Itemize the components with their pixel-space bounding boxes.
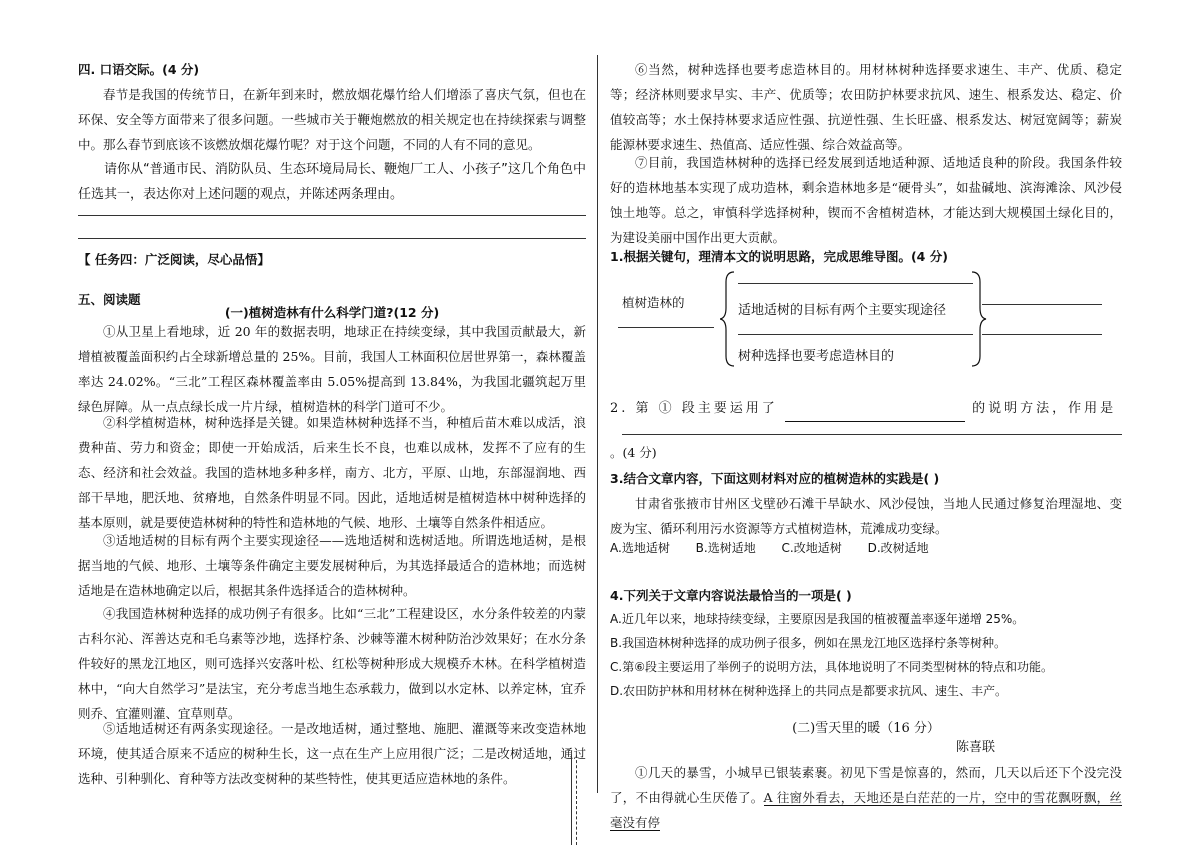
question-4: 4.下列关于文章内容说法最恰当的一项是( ) bbox=[610, 588, 852, 603]
article1-para-5: ⑤适地适树还有两条实现途径。一是改地适树，通过整地、施肥、灌溉等来改变造林地环境，使其适合原来不适应的树种生长，这一点在生产上应用很广泛；二是改树适地，通过选种、引种驯化、育种等方法改变树种的某些特性，使其更适应造林地的条件。 bbox=[78, 721, 586, 786]
article2-title: (二)雪天里的暖（16 分） bbox=[792, 721, 940, 736]
article1-para-3: ③适地适树的目标有两个主要实现途径——选地适树和选树适地。所谓选地适树，是根据当地的气候、地形、土壤等条件确定主要发展树种后，为其选择最适合的造林地；而选树适地是在造林地确定以后，根据其条件选择适合的造林树种。 bbox=[78, 533, 586, 598]
question-4-option-c[interactable]: C.第⑥段主要运用了举例子的说明方法，具体地说明了不同类型树林的特点和功能。 bbox=[610, 660, 1053, 674]
mind-map-root: 植树造林的 bbox=[622, 295, 685, 310]
article2-para-1-text: ①几天的暴雪，小城早已银装素裹。初见下雪是惊喜的，然而，几天以后还下个没完没了，不由得就心生厌倦了。 bbox=[610, 765, 1122, 805]
mind-map-root-blank[interactable] bbox=[618, 327, 714, 328]
section4-paragraph-2: 请你从“普通市民、消防队员、生态环境局局长、鞭炮厂工人、小孩子”这几个角色中任选其一，表达你对上述问题的观点，并陈述两条理由。 bbox=[78, 162, 586, 202]
question-3-option-d[interactable]: D.改树适地 bbox=[867, 541, 929, 555]
question-3: 3.结合文章内容，下面这则材料对应的植树造林的实践是( ) bbox=[610, 471, 940, 486]
article2-author: 陈喜联 bbox=[956, 740, 996, 755]
mind-map-branch-mid-blank[interactable] bbox=[738, 334, 973, 335]
mind-map-branch-2: 树种选择也要考虑造林目的 bbox=[738, 349, 895, 364]
question-2-score: 。(4 分) bbox=[610, 445, 657, 460]
mind-map-branch-1: 适地适树的目标有两个主要实现途径 bbox=[738, 303, 947, 318]
question-4-option-a[interactable]: A.近几年以来，地球持续变绿，主要原因是我国的植被覆盖率逐年递增 25%。 bbox=[610, 612, 1025, 626]
question-1: 1.根据关键句，理清本文的说明思路，完成思维导图。(4 分) bbox=[610, 249, 948, 264]
question-3-material: 甘肃省张掖市甘州区戈壁砂石滩干旱缺水、风沙侵蚀，当地人民通过修复治理湿地、变废为宝、循环利用污水资源等方式植树造林，荒滩成功变绿。 bbox=[610, 496, 1122, 536]
task4-heading: 【 任务四：广泛阅读，尽心品悟】 bbox=[78, 252, 270, 267]
question-4-option-d[interactable]: D.农田防护林和用材林在树种选择上的共同点是都要求抗风、速生、丰产。 bbox=[610, 684, 1008, 698]
article1-para-2: ②科学植树造林，树种选择是关键。如果造林树种选择不当，种植后苗木难以成活，浪费种苗、劳力和资金；即使一开始成活，后来生长不良，也难以成林，发挥不了应有的生态、经济和社会效益。我国的造林地多种多样，南方、北方，平原、山地，东部湿润地、西部干旱地，肥沃地、贫瘠地，自然条件明显不同。因此，适地适树是植树造林中树种选择的基本原则，就是要使造林树种的特性和造林地的气候、地形、土壤等自然条件相适应。 bbox=[78, 415, 586, 530]
section4-title: 四. 口语交际。(4 分) bbox=[78, 62, 200, 77]
mind-map-right-blank-2[interactable] bbox=[982, 334, 1102, 335]
question-2-blank-2[interactable] bbox=[622, 434, 1122, 435]
section4-paragraph-1: 春节是我国的传统节日，在新年到来时，燃放烟花爆竹给人们增添了喜庆气氛，但也在环保、安全等方面带来了很多问题。一些城市关于鞭炮燃放的相关规定也在持续探索与调整中。那么春节到底该不该燃放烟花爆竹呢？对于这个问题，不同的人有不同的意见。 bbox=[78, 87, 586, 152]
question-4-option-b[interactable]: B.我国造林树种选择的成功例子很多，例如在黑龙江地区选择柠条等树种。 bbox=[610, 636, 1007, 650]
question-3-option-c[interactable]: C.改地适树 bbox=[781, 541, 842, 555]
question-3-option-b[interactable]: B.选树适地 bbox=[695, 541, 756, 555]
mind-map-right-blank-1[interactable] bbox=[982, 304, 1102, 305]
section5-title: 五、阅读题 bbox=[78, 292, 141, 307]
article1-para-6: ⑥当然，树种选择也要考虑造林目的。用材林树种选择要求速生、丰产、优质、稳定等；经济林则要求早实、丰产、优质等；农田防护林要求抗风、速生、根系发达、稳定、价值较高等；水土保持林要求适应性强、抗逆性强、生长旺盛、根系发达、树冠宽阔等；薪炭能源林要求速生、热值高、适应性强、综合效益高等。 bbox=[610, 62, 1122, 152]
mind-map-branch-top-blank[interactable] bbox=[738, 283, 973, 284]
article1-para-4: ④我国造林树种选择的成功例子有很多。比如“三北”工程建设区，水分条件较差的内蒙古科尔沁、浑善达克和毛乌素等沙地，选择柠条、沙棘等灌木树种防治沙效果好；在水分条件较好的黑龙江地区，则可选择兴安落叶松、红松等树种形成大规模乔木林。在科学植树造林中，“向大自然学习”是法宝，充分考虑当地生态承载力，做到以水定林、以养定林，宜乔则乔、宜灌则灌、宜草则草。 bbox=[78, 606, 586, 721]
answer-line-2[interactable] bbox=[78, 238, 586, 239]
question-2-part-a: 2. 第 ① 段主要运用了 bbox=[610, 401, 778, 416]
article2-para-1-underlined: A 往窗外看去，天地还是白茫茫的一片，空中的雪花飘呀飘，丝毫没有停 bbox=[610, 790, 1122, 830]
article1-title: (一)植树造林有什么科学门道?(12 分) bbox=[224, 305, 440, 320]
article1-para-7: ⑦目前，我国造林树种的选择已经发展到适地适种源、适地适良种的阶段。我国条件较好的造林地基本实现了成功造林，剩余造林地多是“硬骨头”，如盐碱地、滨海滩涂、风沙侵蚀土地等。总之，审慎科学选择树种，锲而不舍植树造林，才能达到大规模国土绿化目的，为建设美丽中国作出更大贡献。 bbox=[610, 155, 1122, 245]
answer-line-1[interactable] bbox=[78, 215, 586, 216]
question-3-option-a[interactable]: A.选地适树 bbox=[610, 541, 670, 555]
article2-para-1 bbox=[610, 760, 1122, 835]
column-divider bbox=[597, 55, 598, 793]
binding-line-2 bbox=[576, 755, 577, 845]
question-2-part-b: 的说明方法，作用是 bbox=[972, 401, 1117, 416]
question-3-options bbox=[610, 536, 1122, 561]
binding-line-1 bbox=[571, 755, 572, 845]
question-2-blank-1[interactable] bbox=[785, 396, 965, 422]
question-2 bbox=[610, 396, 1122, 422]
article1-para-1: ①从卫星上看地球，近 20 年的数据表明，地球正在持续变绿，其中我国贡献最大，新增植被覆盖面积约占全球新增总量的 25%。目前，我国人工林面积位居世界第一，森林覆盖率达 24.02%。“三北”工程区森林覆盖率由 5.05%提高到 13.84%，为我国北疆筑起万里绿色屏障。从一点点绿长成一片片绿，植树造林的科学门道可不少。 bbox=[78, 324, 586, 414]
